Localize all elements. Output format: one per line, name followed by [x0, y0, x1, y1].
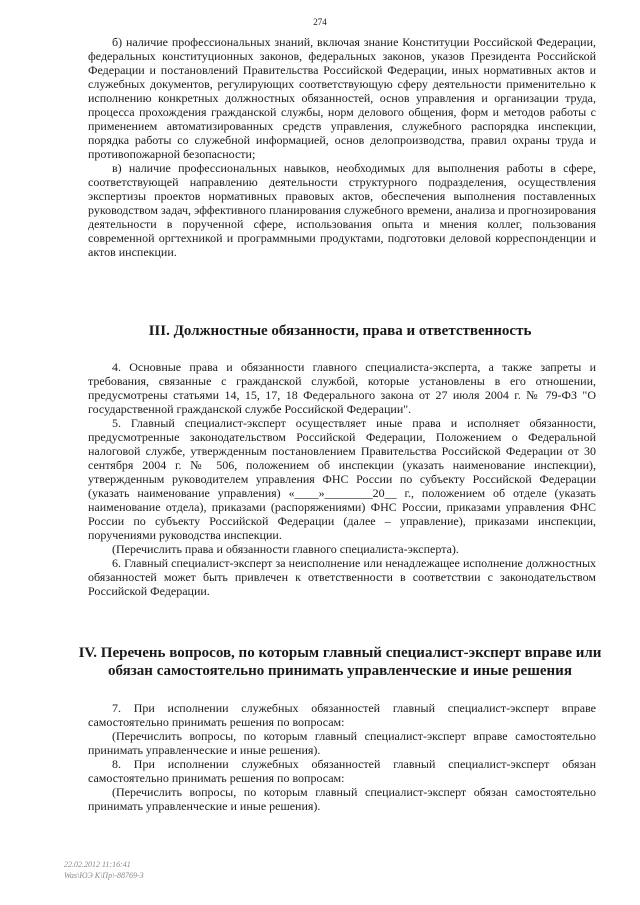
footer-file-reference: Was\ЮЭ К\Пр\-88769-3	[64, 871, 144, 880]
qualification-requirements-block	[88, 35, 596, 259]
section-4-heading	[60, 644, 620, 680]
page-number: 274	[313, 17, 327, 27]
paragraph-6: 6. Главный специалист-эксперт за неисполнение или ненадлежащее исполнение должностных обязанностей может быть привлечен к ответственности в соответствии с законодательством Российской Федерации.	[88, 556, 596, 598]
paragraph-8: 8. При исполнении служебных обязанностей главный специалист-эксперт обязан самостоятельно принимать решения по вопросам:	[88, 757, 596, 785]
paragraph-5: 5. Главный специалист-эксперт осуществляет иные права и исполняет обязанности, предусмотренные законодательством Российской Федерации, Положением о Федеральной налоговой службе, утвержденным постановлением Правительства Российской Федерации от 30 сентября 2004 г. № 506, положением об инспекции (указать наименование инспекции), утвержденным руководителем управления ФНС России по субъекту Российской Федерации (указать наименование управления) «____»________20__ г., положением об отделе (указать наименование отдела), приказами (распоряжениями) ФНС России, приказами управления ФНС России по субъекту Российской Федерации (далее – управление), приказами инспекции, поручениями руководства инспекции.	[88, 416, 596, 542]
section-4-heading-line-1: IV. Перечень вопросов, по которым главный специалист-эксперт вправе или	[78, 645, 602, 661]
paragraph-7: 7. При исполнении служебных обязанностей главный специалист-эксперт вправе самостоятельно принимать решения по вопросам:	[88, 701, 596, 729]
paragraph-7-note: (Перечислить вопросы, по которым главный специалист-эксперт вправе самостоятельно принимать управленческие и иные решения).	[88, 729, 596, 757]
section-3-heading: III. Должностные обязанности, права и ответственность	[148, 323, 532, 339]
section-3-body	[88, 360, 596, 598]
footer-timestamp: 22.02.2012 11:16:41	[64, 860, 131, 869]
paragraph-knowledge: б) наличие профессиональных знаний, включая знание Конституции Российской Федерации, федеральных конституционных законов, федеральных законов, указов Президента Российской Федерации и постановлений Правительства Российской Федерации, иных нормативных актов и служебных документов, регулирующих соответствующую сферу деятельности применительно к исполнению конкретных должностных обязанностей, основ управления и организации труда, процесса прохождения гражданской службы, норм делового общения, форм и методов работы с применением автоматизированных средств управления, служебного распорядка инспекции, порядка работы со служебной информацией, основ делопроизводства, правил охраны труда и противопожарной безопасности;	[88, 35, 596, 161]
section-4-body	[88, 701, 596, 813]
paragraph-5-note: (Перечислить права и обязанности главного специалиста-эксперта).	[112, 542, 459, 556]
paragraph-4: 4. Основные права и обязанности главного специалиста-эксперта, а также запреты и требования, связанные с гражданской службой, которые установлены в его отношении, предусмотрены статьями 14, 15, 17, 18 Федерального закона от 27 июля 2004 г. № 79-ФЗ "О государственной гражданской службе Российской Федерации".	[88, 360, 596, 416]
paragraph-skills: в) наличие профессиональных навыков, необходимых для выполнения работы в сфере, соответствующей направлению деятельности структурного подразделения, осуществления экспертизы проектов нормативных правовых актов, обеспечения выполнения поставленных руководством задач, эффективного планирования служебного времени, анализа и прогнозирования деятельности в порученной сфере, использования опыта и мнения коллег, пользования современной оргтехникой и программными продуктами, подготовки деловой корреспонденции и актов инспекции.	[88, 161, 596, 259]
section-4-heading-line-2: обязан самостоятельно принимать управленческие и иные решения	[108, 663, 572, 679]
paragraph-8-note: (Перечислить вопросы, по которым главный специалист-эксперт обязан самостоятельно принимать управленческие и иные решения).	[88, 785, 596, 813]
document-footer-stamp	[64, 859, 144, 881]
